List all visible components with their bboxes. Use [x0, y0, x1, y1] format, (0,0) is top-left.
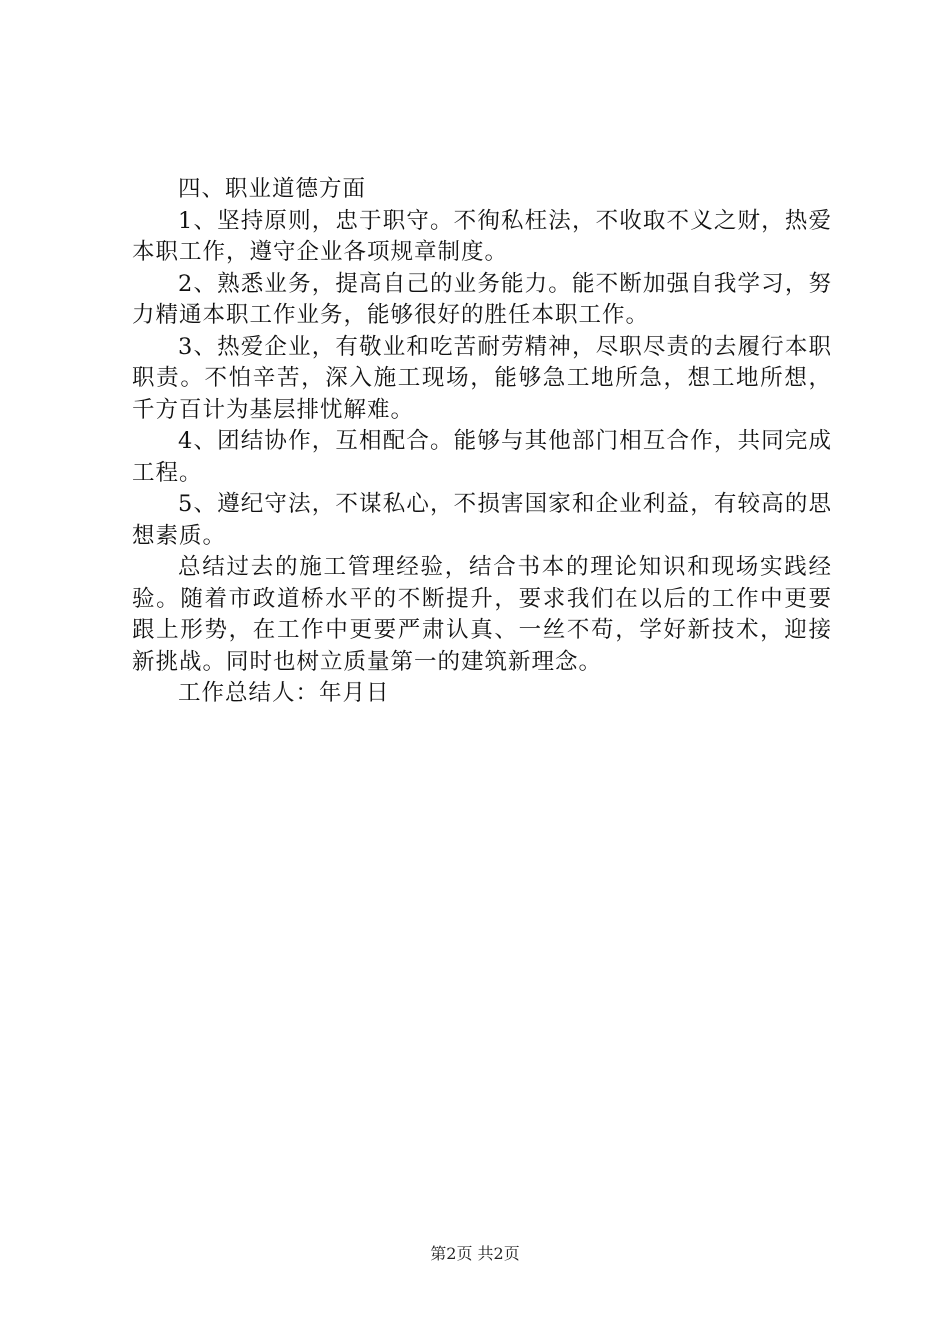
paragraph-item-1: 1、坚持原则，忠于职守。不徇私枉法，不收取不义之财，热爱本职工作，遵守企业各项规章制度。	[132, 207, 832, 265]
summary-paragraph: 总结过去的施工管理经验，结合书本的理论知识和现场实践经验。随着市政道桥水平的不断提升，要求我们在以后的工作中更要跟上形势，在工作中更要严肃认真、一丝不苟，学好新技术，迎接新挑战。同时也树立质量第一的建筑新理念。	[132, 554, 832, 675]
page-number-footer: 第2页 共2页	[430, 1244, 520, 1263]
paragraph-item-2: 2、熟悉业务，提高自己的业务能力。能不断加强自我学习，努力精通本职工作业务，能够很好的胜任本职工作。	[132, 270, 832, 328]
paragraph-item-5: 5、遵纪守法，不谋私心，不损害国家和企业利益，有较高的思想素质。	[132, 491, 832, 549]
paragraph-item-3: 3、热爱企业，有敬业和吃苦耐劳精神，尽职尽责的去履行本职职责。不怕辛苦，深入施工现场，能够急工地所急，想工地所想，千方百计为基层排忧解难。	[132, 333, 832, 423]
paragraph-item-4: 4、团结协作，互相配合。能够与其他部门相互合作，共同完成工程。	[132, 428, 832, 486]
signature-line: 工作总结人：年月日	[178, 680, 390, 706]
section-heading: 四、职业道德方面	[178, 176, 367, 202]
document-body	[132, 174, 832, 710]
